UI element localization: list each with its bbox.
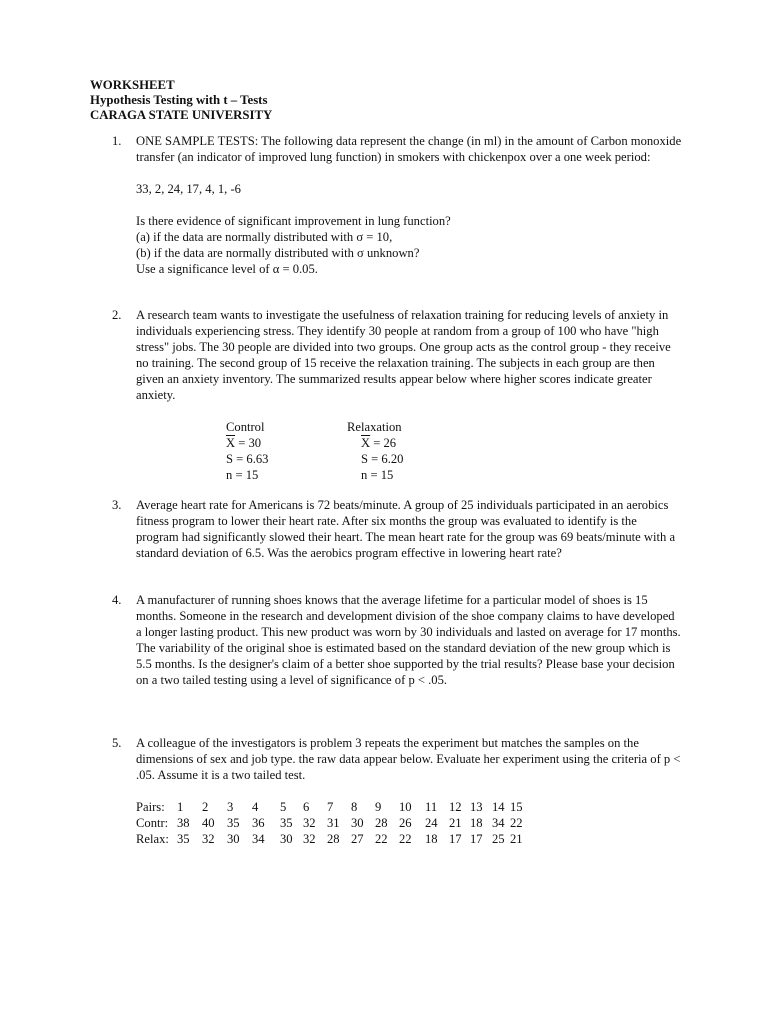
- table-cell: 30: [227, 832, 240, 846]
- table-cell: 9: [375, 800, 382, 814]
- question-line: Is there evidence of significant improvement in lung function?: [136, 214, 451, 228]
- table-cell: 27: [351, 832, 364, 846]
- question-4: [112, 592, 682, 688]
- table-cell: 35: [177, 832, 190, 846]
- question-3: [112, 497, 682, 561]
- table-cell: 3: [227, 800, 234, 814]
- table-cell: 21: [449, 816, 462, 830]
- table-cell: 5: [280, 800, 287, 814]
- question-text: Average heart rate for Americans is 72 beats/minute. A group of 25 individuals participated in an aerobics fitness program to lower their heart rate. After six months the group was evaluated to identify is the program had significantly slowed their heart. The mean heart rate for the group was 69 beats/minute with a standard deviation of 6.5. Was the aerobics program effective in lowering heart rate?: [136, 498, 676, 560]
- question-text: A colleague of the investigators is problem 3 repeats the experiment but matches the samples on the dimensions of sex and job type. the raw data appear below. Evaluate her experiment using the criteria of p < .05. Assume it is a two tailed test.: [136, 736, 681, 782]
- table-cell: 30: [280, 832, 293, 846]
- control-n: n = 15: [226, 468, 259, 482]
- relaxation-n: n = 15: [361, 468, 394, 482]
- table-cell: 13: [470, 800, 483, 814]
- table-cell: 11: [425, 800, 438, 814]
- table-cell: 32: [202, 832, 215, 846]
- table-cell: 25: [492, 832, 505, 846]
- row-label: Relax:: [136, 832, 169, 846]
- question-number: 1.: [112, 134, 122, 148]
- table-cell: 17: [449, 832, 462, 846]
- table-cell: 36: [252, 816, 265, 830]
- table-cell: 18: [470, 816, 483, 830]
- table-cell: 4: [252, 800, 259, 814]
- table-cell: 18: [425, 832, 438, 846]
- summary-statistics: [226, 419, 682, 483]
- control-title: Control: [226, 420, 265, 434]
- question-line: (b) if the data are normally distributed with σ unknown?: [136, 246, 420, 260]
- table-cell: 15: [510, 800, 523, 814]
- worksheet-header: [90, 78, 272, 123]
- control-sd: S = 6.63: [226, 452, 269, 466]
- row-label: Pairs:: [136, 800, 165, 814]
- paired-data-table: [136, 799, 530, 847]
- question-text: A manufacturer of running shoes knows that the average lifetime for a particular model of shoes is 15 months. Someone in the research and development division of the shoe company claims to have developed a longer lasting product. This new product was worn by 30 individuals and lasted on average for 17 months. The variability of the original shoe is estimated based on the standard deviation of the new group which is 5.5 months. Is the designer's claim of a better shoe supported by the trial results? Please base your decision on a two tailed testing using a level of significance of p < .05.: [136, 593, 681, 687]
- table-cell: 22: [399, 832, 412, 846]
- table-cell: 38: [177, 816, 190, 830]
- question-1: [112, 133, 682, 277]
- table-cell: 12: [449, 800, 462, 814]
- question-number: 2.: [112, 308, 122, 322]
- table-cell: 28: [375, 816, 388, 830]
- worksheet-title: WORKSHEET: [90, 78, 175, 92]
- worksheet-subtitle: Hypothesis Testing with t – Tests: [90, 93, 268, 107]
- question-number: 3.: [112, 498, 122, 512]
- question-text: ONE SAMPLE TESTS: The following data represent the change (in ml) in the amount of Carbon monoxide transfer (an indicator of improved lung function) in smokers with chickenpox over a one week period:: [136, 134, 682, 164]
- table-cell: 2: [202, 800, 209, 814]
- table-cell: 35: [227, 816, 240, 830]
- table-cell: 22: [510, 816, 523, 830]
- table-cell: 22: [375, 832, 388, 846]
- table-cell: 34: [252, 832, 265, 846]
- table-cell: 17: [470, 832, 483, 846]
- table-cell: 28: [327, 832, 340, 846]
- question-5: [112, 735, 682, 847]
- table-cell: 14: [492, 800, 505, 814]
- question-number: 4.: [112, 593, 122, 607]
- table-cell: 35: [280, 816, 293, 830]
- table-cell: 31: [327, 816, 340, 830]
- table-cell: 24: [425, 816, 438, 830]
- table-row: [136, 831, 530, 847]
- question-line: (a) if the data are normally distributed with σ = 10,: [136, 230, 393, 244]
- table-cell: 21: [510, 832, 523, 846]
- question-2: [112, 307, 682, 483]
- table-cell: 32: [303, 816, 316, 830]
- table-cell: 32: [303, 832, 316, 846]
- question-number: 5.: [112, 736, 122, 750]
- data-values: 33, 2, 24, 17, 4, 1, -6: [136, 182, 241, 196]
- table-cell: 1: [177, 800, 184, 814]
- table-row: [136, 799, 530, 815]
- row-label: Contr:: [136, 816, 169, 830]
- question-line: Use a significance level of α = 0.05.: [136, 262, 318, 276]
- university-name: CARAGA STATE UNIVERSITY: [90, 108, 273, 122]
- relaxation-title: Relaxation: [347, 420, 402, 434]
- table-cell: 34: [492, 816, 505, 830]
- table-cell: 26: [399, 816, 412, 830]
- table-cell: 6: [303, 800, 310, 814]
- control-mean: $\overline{X} = 30$: [226, 436, 262, 450]
- control-column: [226, 419, 268, 483]
- relaxation-mean: $\overline{X} = 26$: [361, 436, 397, 450]
- relaxation-column: [347, 419, 403, 483]
- relaxation-sd: S = 6.20: [361, 452, 404, 466]
- question-text: A research team wants to investigate the usefulness of relaxation training for reducing levels of anxiety in individuals experiencing stress. They identify 30 people at random from a group of 100 who have "high stress" jobs. The 30 people are divided into two groups. One group acts as the control group - they receive no training. The second group of 15 receive the relaxation training. The subjects in each group are then given an anxiety inventory. The summarized results appear below where higher scores indicate greater anxiety.: [136, 308, 671, 402]
- table-cell: 8: [351, 800, 358, 814]
- table-cell: 7: [327, 800, 334, 814]
- table-row: [136, 815, 530, 831]
- table-cell: 10: [399, 800, 412, 814]
- table-cell: 40: [202, 816, 215, 830]
- table-cell: 30: [351, 816, 364, 830]
